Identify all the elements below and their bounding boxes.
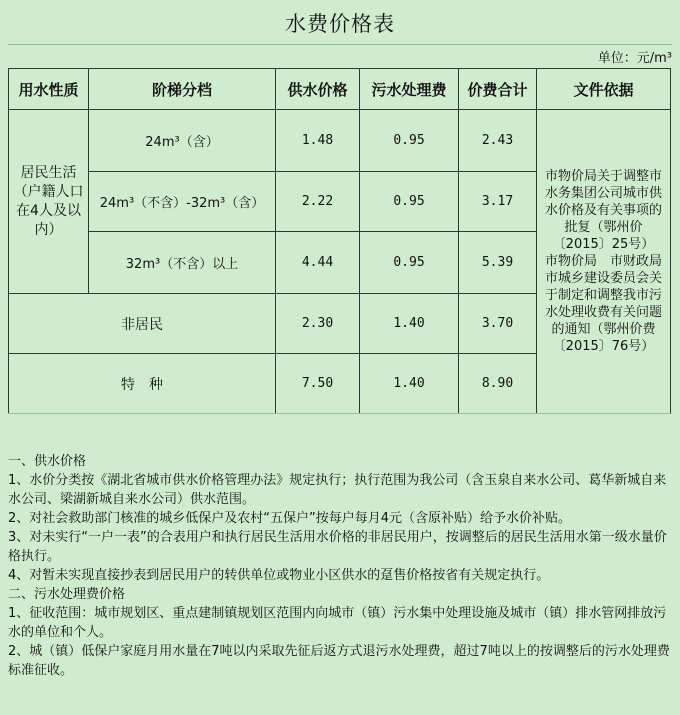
note-item: 1、征收范围：城市规划区、重点建制镇规划区范围内向城市（镇）污水集中处理设施及城市（镇）排水管网排放污水的单位和个人。	[8, 606, 667, 640]
special-label: 特 种	[9, 354, 276, 414]
sewage-cell: 0.95	[360, 110, 459, 172]
supply-cell: 4.44	[276, 232, 360, 294]
header-tier: 阶梯分档	[89, 69, 276, 110]
sewage-cell: 0.95	[360, 172, 459, 232]
note-item: 4、对暂未实现直接抄表到居民用户的转供单位或物业小区供水的趸售价格按省有关规定执行。	[8, 568, 550, 583]
total-cell: 3.17	[459, 172, 537, 232]
sewage-cell: 1.40	[360, 294, 459, 354]
note-item: 1、水价分类按《湖北省城市供水价格管理办法》规定执行；执行范围为我公司（含玉泉自来水公司、葛华新城自来水公司、梁湖新城自来水公司）供水范围。	[8, 473, 667, 507]
total-cell: 3.70	[459, 294, 537, 354]
table-header-row	[9, 69, 671, 110]
sewage-cell: 0.95	[360, 232, 459, 294]
total-cell: 8.90	[459, 354, 537, 414]
supply-cell: 2.30	[276, 294, 360, 354]
note-item: 2、城（镇）低保户家庭月用水量在7吨以内采取先征后返方式退污水处理费，超过7吨以上的按调整后的污水处理费标准征收。	[8, 644, 670, 678]
notes-heading-sewage: 二、污水处理费价格	[8, 587, 126, 602]
total-cell: 5.39	[459, 232, 537, 294]
basis-text: 市物价局关于调整市水务集团公司城市供水价格及有关事项的批复（鄂州价〔2015〕25号） 市物价局 市财政局市城乡建设委员会关于制定和调整我市污水处理收费有关问题的通知（鄂州价费〔2015〕76号）	[544, 169, 662, 354]
sewage-cell: 1.40	[360, 354, 459, 414]
header-usage-type: 用水性质	[9, 69, 89, 110]
supply-cell: 2.22	[276, 172, 360, 232]
supply-cell: 1.48	[276, 110, 360, 172]
header-supply-price: 供水价格	[276, 69, 360, 110]
title-divider	[8, 44, 672, 45]
header-basis: 文件依据	[537, 69, 671, 110]
basis-cell	[537, 110, 671, 414]
header-total: 价费合计	[459, 69, 537, 110]
page-title: 水费价格表	[285, 12, 395, 36]
header-sewage-fee: 污水处理费	[360, 69, 459, 110]
tier-cell: 32m³（不含）以上	[89, 232, 276, 294]
tier-cell: 24m³（不含）-32m³（含）	[89, 172, 276, 232]
residential-label: 居民生活（户籍人口在4人及以内）	[9, 110, 89, 294]
section-divider	[8, 413, 672, 414]
note-item: 2、对社会救助部门核准的城乡低保户及农村“五保户”按每户每月4元（含原补贴）给予水价补贴。	[8, 511, 572, 526]
non-residential-label: 非居民	[9, 294, 276, 354]
note-item: 3、对未实行“一户一表”的合表用户和执行居民生活用水价格的非居民用户，按调整后的居民生活用水第一级水量价格执行。	[8, 530, 667, 564]
total-cell: 2.43	[459, 110, 537, 172]
supply-cell: 7.50	[276, 354, 360, 414]
notes-heading-supply: 一、供水价格	[8, 454, 87, 469]
table-row	[9, 110, 671, 172]
notes-section	[8, 452, 672, 680]
price-table	[8, 68, 671, 414]
unit-label: 单位：元/m³	[597, 51, 672, 66]
tier-cell: 24m³（含）	[89, 110, 276, 172]
